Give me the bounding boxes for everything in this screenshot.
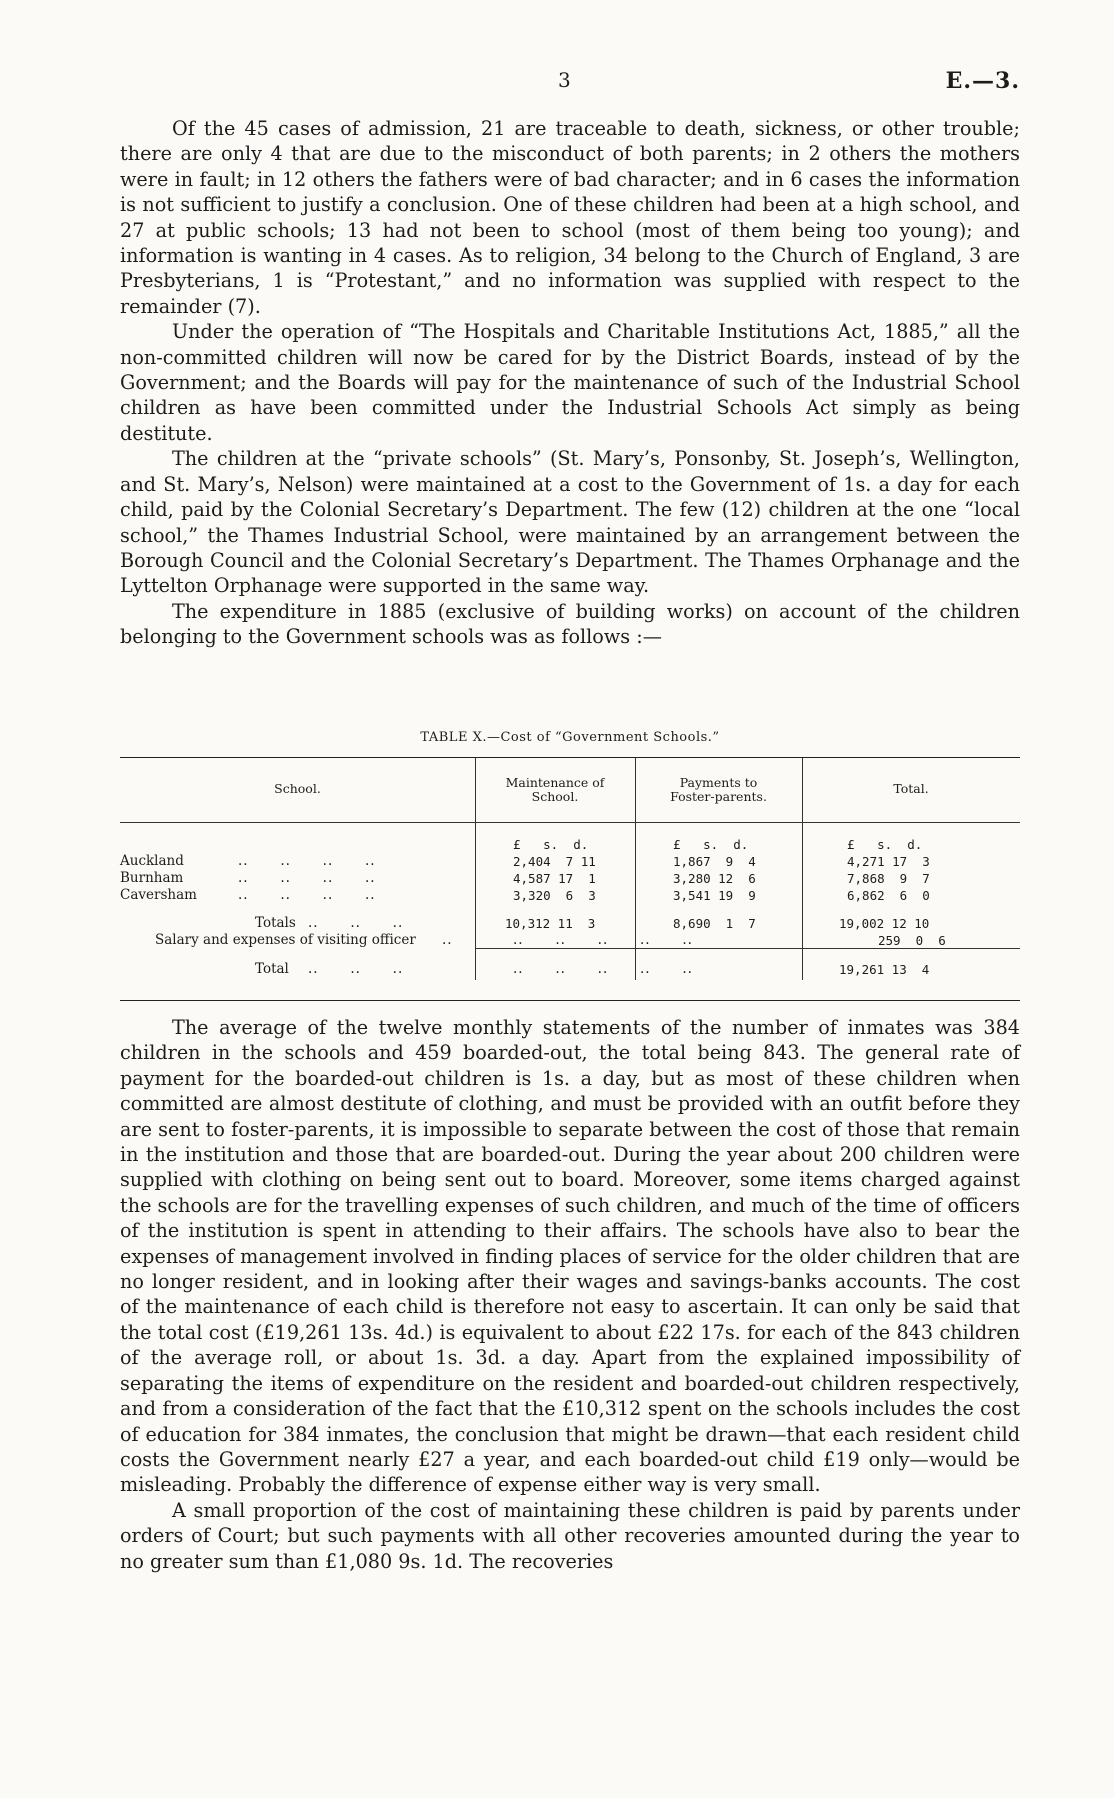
- paragraph: Under the operation of “The Hospitals and Charitable Institutions Act, 1885,” all the non-committed children will now be cared for by the District Boards, instead of by the Government; and the Boards will pay for the maintenance of such of the Industrial School children as have been committed under the Industrial Schools Act simply as being destitute.: [120, 320, 1020, 445]
- cell-maintenance: 2,404 7 11: [513, 854, 596, 869]
- row-label: Burnham: [120, 870, 184, 886]
- header-payments: [635, 776, 802, 804]
- cell-maintenance: 3,320 6 3: [513, 888, 596, 903]
- cost-table: [120, 757, 1020, 1001]
- cell-maintenance: 4,587 17 1: [513, 871, 596, 886]
- leader-dots: .. .. .. ..: [238, 887, 376, 903]
- totals-payments: 8,690 1 7: [673, 916, 756, 931]
- header-school: School.: [274, 781, 321, 796]
- header-total: Total.: [893, 781, 929, 796]
- leader-dots: .. .. ..: [308, 915, 404, 931]
- salary-total: 259 0 6: [878, 933, 946, 948]
- row-label: Caversham: [120, 887, 197, 903]
- paragraph: The children at the “private schools” (St. Mary’s, Ponsonby, St. Joseph’s, Wellington, and St. Mary’s, Nelson) were maintained at a cost to the Government of 1s. a day for each child, paid by the Colonial Secretary’s Department. The few (12) children at the one “local school,” the Thames Industrial School, were maintained by an arrangement between the Borough Council and the Colonial Secretary’s Department. The Thames Orphanage and the Lyttelton Orphanage were supported in the same way.: [120, 447, 1020, 598]
- body-text-upper: [120, 116, 1020, 650]
- table-caption: TABLE X.—Cost of “Government Schools.”: [420, 730, 720, 745]
- row-label: Auckland: [120, 853, 184, 869]
- grand-total: 19,261 13 4: [839, 962, 930, 977]
- grand-total-label: Total: [255, 961, 289, 977]
- totals-maintenance: 10,312 11 3: [505, 916, 596, 931]
- totals-total: 19,002 12 10: [839, 916, 930, 931]
- paragraph: A small proportion of the cost of maintaining these children is paid by parents under orders of Court; but such payments with all other recoveries amounted during the year to no greater sum than £1,080 9s. 1d. The recoveries: [120, 1498, 1020, 1573]
- cell-total: 6,862 6 0: [847, 888, 930, 903]
- header-maintenance-line: School.: [531, 789, 579, 804]
- salary-label: Salary and expenses of visiting officer: [155, 932, 416, 948]
- cell-total: 7,868 9 7: [847, 871, 930, 886]
- leader-dots: .. .. .. .. ..: [513, 932, 693, 948]
- units-label: £ s. d.: [673, 837, 749, 852]
- units-label: £ s. d.: [513, 837, 589, 852]
- header-payments-line: Foster-parents.: [670, 789, 767, 804]
- header-rule: [120, 822, 1020, 823]
- leader-dots: .. .. .. ..: [238, 853, 376, 869]
- leader-dots: .. .. ..: [308, 961, 404, 977]
- page-header: [120, 68, 1020, 98]
- page-number: 3: [558, 68, 571, 92]
- cell-payments: 3,541 19 9: [673, 888, 756, 903]
- leader-dots: .. .. .. ..: [238, 870, 376, 886]
- header-maintenance-line: Maintenance of: [505, 775, 605, 790]
- paragraph: Of the 45 cases of admission, 21 are traceable to death, sickness, or other trouble; there are only 4 that are due to the misconduct of both parents; in 2 others the mothers were in fault; in 12 others the fathers were of bad character; and in 6 cases the information is not sufficient to justify a conclusion. One of these children had been at a high school, and 27 at public schools; 13 had not been to school (most of them being too young); and information is wanting in 4 cases. As to religion, 34 belong to the Church of England, 3 are Presbyterians, 1 is “Protestant,” and no information was supplied with respect to the remainder (7).: [120, 117, 1020, 318]
- cell-payments: 1,867 9 4: [673, 854, 756, 869]
- cell-total: 4,271 17 3: [847, 854, 930, 869]
- document-reference: E.—3.: [945, 68, 1020, 94]
- units-label: £ s. d.: [847, 837, 923, 852]
- leader-dots: .. .. .. .. ..: [513, 961, 693, 977]
- paragraph: The expenditure in 1885 (exclusive of building works) on account of the children belonging to the Government schools was as follows :—: [120, 599, 1020, 649]
- header-maintenance: [475, 776, 635, 804]
- header-payments-line: Payments to: [679, 775, 758, 790]
- paragraph: The average of the twelve monthly statements of the number of inmates was 384 children in the schools and 459 boarded-out, the total being 843. The general rate of payment for the boarded-out children is 1s. a day, but as most of these children when committed are almost destitute of clothing, and must be provided with an outfit before they are sent to foster-parents, it is impossible to separate between the cost of those that remain in the institution and those that are boarded-out. During the year about 200 children were supplied with clothing on being sent out to board. Moreover, some items charged against the schools are for the travelling expenses of such children, and much of the time of officers of the institution is spent in attending to their affairs. The schools have also to bear the expenses of management involved in finding places of service for the older children that are no longer resident, and in looking after their wages and savings-banks accounts. The cost of the maintenance of each child is therefore not easy to ascertain. It can only be said that the total cost (£19,261 13s. 4d.) is equivalent to about £22 17s. for each of the 843 children of the average roll, or about 1s. 3d. a day. Apart from the explained impossibility of separating the items of expenditure on the resident and boarded-out children respectively, and from a consideration of the fact that the £10,312 spent on the schools includes the cost of education for 384 inmates, the conclusion that might be drawn—that each resident child costs the Government nearly £27 a year, and each boarded-out child £19 only—would be misleading. Probably the difference of expense either way is very small.: [120, 1016, 1020, 1497]
- cell-payments: 3,280 12 6: [673, 871, 756, 886]
- body-text-lower: [120, 1015, 1020, 1574]
- totals-label: Totals: [255, 915, 296, 931]
- leader-dots: ..: [442, 932, 453, 948]
